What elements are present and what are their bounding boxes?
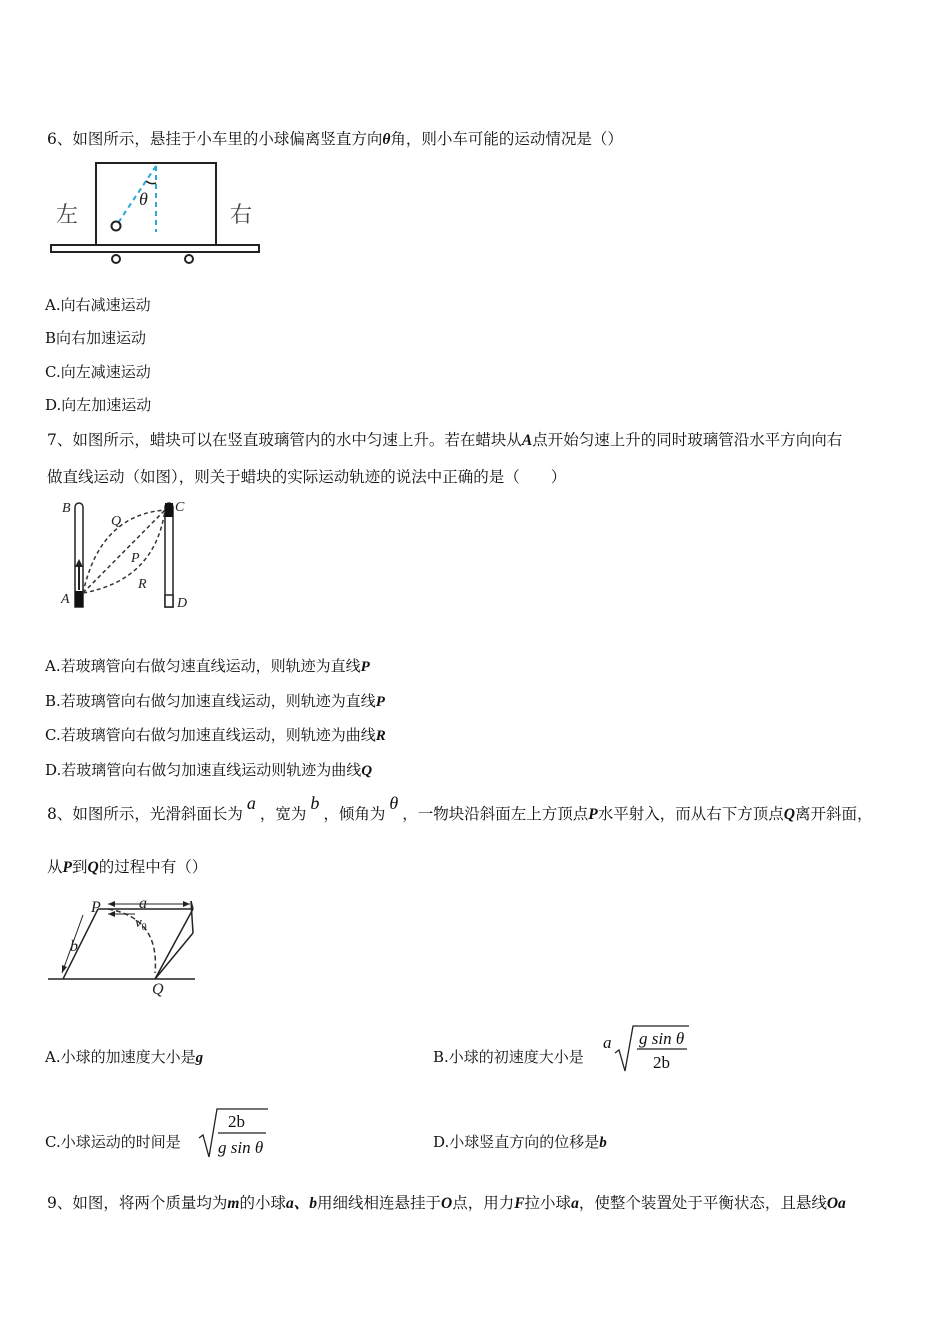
formula-b-numerator: g sin θ xyxy=(639,1029,685,1048)
q9-text-3: 用细线相连悬挂于 xyxy=(316,1194,441,1212)
formula-b-coef: a xyxy=(603,1033,612,1052)
q8-var-theta: θ xyxy=(389,793,399,813)
q8-option-a xyxy=(45,1046,203,1067)
q7-text-2: 点开始匀速上升的同时玻璃管沿水平方向向右 xyxy=(532,431,843,449)
q9-var-o: O xyxy=(440,1195,453,1212)
q7-option-a-text: A.若玻璃管向右做匀速直线运动，则轨迹为直线 xyxy=(45,657,361,675)
q8-text-3: ，倾角为 xyxy=(323,805,386,823)
q8-option-a-var: g xyxy=(195,1050,204,1066)
q8-option-d-text: D.小球竖直方向的位移是 xyxy=(433,1133,600,1151)
q9-text-6: ，使整个装置处于平衡状态，且悬线 xyxy=(578,1194,827,1212)
q8-l2-q: Q xyxy=(87,859,99,876)
q8-l2-text-1: 从 xyxy=(47,858,63,876)
q9-text-5: 拉小球 xyxy=(524,1194,572,1212)
q7-option-a-var: P xyxy=(360,659,370,675)
q8-text-1: 8、如图所示，光滑斜面长为 xyxy=(47,805,243,823)
fig-label-a: a xyxy=(139,895,147,912)
q9-var-ab: a、b xyxy=(285,1195,317,1212)
q9-text-4: 点，用力 xyxy=(452,1194,515,1212)
q8-text-5: 水平射入，而从右下方顶点 xyxy=(597,805,784,823)
label-q: Q xyxy=(111,514,122,529)
q6-option-a: A.向右减速运动 xyxy=(45,296,151,314)
q9-var-a: a xyxy=(571,1195,579,1212)
trajectory-p xyxy=(83,510,165,593)
q6-stem-text-end: 角，则小车可能的运动情况是（） xyxy=(390,130,623,148)
formula-c-numerator: 2b xyxy=(228,1112,245,1131)
q7-option-d xyxy=(45,759,372,780)
q8-option-d-var: b xyxy=(599,1135,607,1151)
q9-text-1: 9、如图，将两个质量均为 xyxy=(47,1194,228,1212)
fig-left-label: 左 xyxy=(56,202,79,227)
sqrt-sign-c xyxy=(198,1106,270,1160)
fig-label-q: Q xyxy=(152,981,164,998)
q7-option-c-var: R xyxy=(375,728,386,744)
q6-theta: θ xyxy=(382,131,391,148)
q6-stem-text: 6、如图所示，悬挂于小车里的小球偏离竖直方向 xyxy=(47,130,383,148)
q6-option-b: B向右加速运动 xyxy=(45,329,147,347)
label-p: P xyxy=(131,551,140,566)
fig-label-v0: $v_0$ xyxy=(135,915,147,933)
q9-var-oa: Oa xyxy=(826,1195,846,1212)
q8-l2-p: P xyxy=(62,859,72,876)
q6-option-d: D.向左加速运动 xyxy=(45,396,152,414)
q8-option-c xyxy=(45,1131,181,1152)
q8-point-q: Q xyxy=(783,806,795,823)
sqrt-sign-b xyxy=(613,1023,691,1075)
q8-text-4: ，一物块沿斜面左上方顶点 xyxy=(402,805,589,823)
label-a: A xyxy=(61,592,70,607)
q7-option-d-var: Q xyxy=(361,763,373,779)
arrow-a-left-icon xyxy=(108,901,115,907)
q8-l2-text-2: 到 xyxy=(71,858,88,876)
incline-right-edge xyxy=(155,909,193,979)
q8-option-c-formula xyxy=(198,1106,270,1160)
q8-figure-incline xyxy=(45,893,215,1003)
label-r: R xyxy=(138,577,147,592)
tube-bottom-d xyxy=(165,595,173,607)
q9-var-m: m xyxy=(227,1195,240,1212)
q7-option-d-text: D.若玻璃管向右做匀加速直线运动则轨迹为曲线 xyxy=(45,761,362,779)
q8-option-b-text: B.小球的初速度大小是 xyxy=(433,1048,584,1066)
fig-label-b: b xyxy=(70,938,78,955)
incline-side-bottom xyxy=(155,933,193,979)
q8-var-a: a xyxy=(246,793,256,813)
q7-option-b xyxy=(45,690,385,711)
q6-stem xyxy=(47,127,623,149)
q8-option-b xyxy=(433,1046,584,1067)
q8-stem-line2 xyxy=(47,855,207,877)
pendulum-string xyxy=(118,166,156,223)
q8-option-d xyxy=(433,1131,607,1152)
wax-block-a xyxy=(75,591,83,607)
q8-option-b-formula xyxy=(603,1023,693,1075)
q7-option-c-text: C.若玻璃管向右做匀加速直线运动，则轨迹为曲线 xyxy=(45,726,376,744)
q7-option-c xyxy=(45,724,386,745)
angle-arc xyxy=(146,181,156,184)
q8-var-b: b xyxy=(310,793,320,813)
q7-option-a xyxy=(45,655,370,676)
q8-text-6: 离开斜面， xyxy=(794,805,873,823)
fig-theta-label: θ xyxy=(139,189,148,209)
q6-figure-cart xyxy=(48,158,264,268)
q8-option-a-text: A.小球的加速度大小是 xyxy=(45,1048,196,1066)
q8-text-2: ，宽为 xyxy=(259,805,307,823)
label-c: C xyxy=(175,500,185,515)
right-tube xyxy=(165,503,173,607)
incline-left-edge xyxy=(63,909,98,979)
q7-option-b-var: P xyxy=(375,694,385,710)
fig-right-label: 右 xyxy=(230,202,253,227)
label-d: D xyxy=(177,596,188,611)
q7-stem-line1 xyxy=(47,428,842,450)
q9-stem xyxy=(47,1191,846,1213)
q6-option-c: C.向左减速运动 xyxy=(45,363,151,381)
q9-var-f: F xyxy=(514,1195,525,1212)
q8-option-c-text: C.小球运动的时间是 xyxy=(45,1133,181,1151)
pendulum-ball xyxy=(112,222,121,231)
wax-block-c xyxy=(165,503,173,517)
q7-text-1: 7、如图所示，蜡块可以在竖直玻璃管内的水中匀速上升。若在蜡块从 xyxy=(47,431,522,449)
q7-option-b-text: B.若玻璃管向右做匀加速直线运动，则轨迹为直线 xyxy=(45,692,376,710)
q7-point-a: A xyxy=(521,432,533,449)
q7-figure-tubes xyxy=(55,495,205,620)
q8-point-p: P xyxy=(588,806,598,823)
velocity-arrow-icon xyxy=(108,911,115,917)
wheel-right xyxy=(185,255,193,263)
q8-stem-line1 xyxy=(47,793,872,835)
formula-c-denominator: g sin θ xyxy=(218,1138,264,1157)
wheel-left xyxy=(112,255,120,263)
trajectory-curve xyxy=(108,909,155,973)
q8-l2-text-3: 的过程中有（） xyxy=(98,858,208,876)
q7-stem-line2: 做直线运动（如图），则关于蜡块的实际运动轨迹的说法中正确的是（ ） xyxy=(47,468,567,486)
arrow-a-right-icon xyxy=(183,901,190,907)
cart-base xyxy=(51,245,259,252)
fig-label-p: P xyxy=(91,899,101,916)
label-b: B xyxy=(62,501,71,516)
q9-text-2: 的小球 xyxy=(239,1194,286,1212)
formula-b-denominator: 2b xyxy=(653,1053,670,1072)
